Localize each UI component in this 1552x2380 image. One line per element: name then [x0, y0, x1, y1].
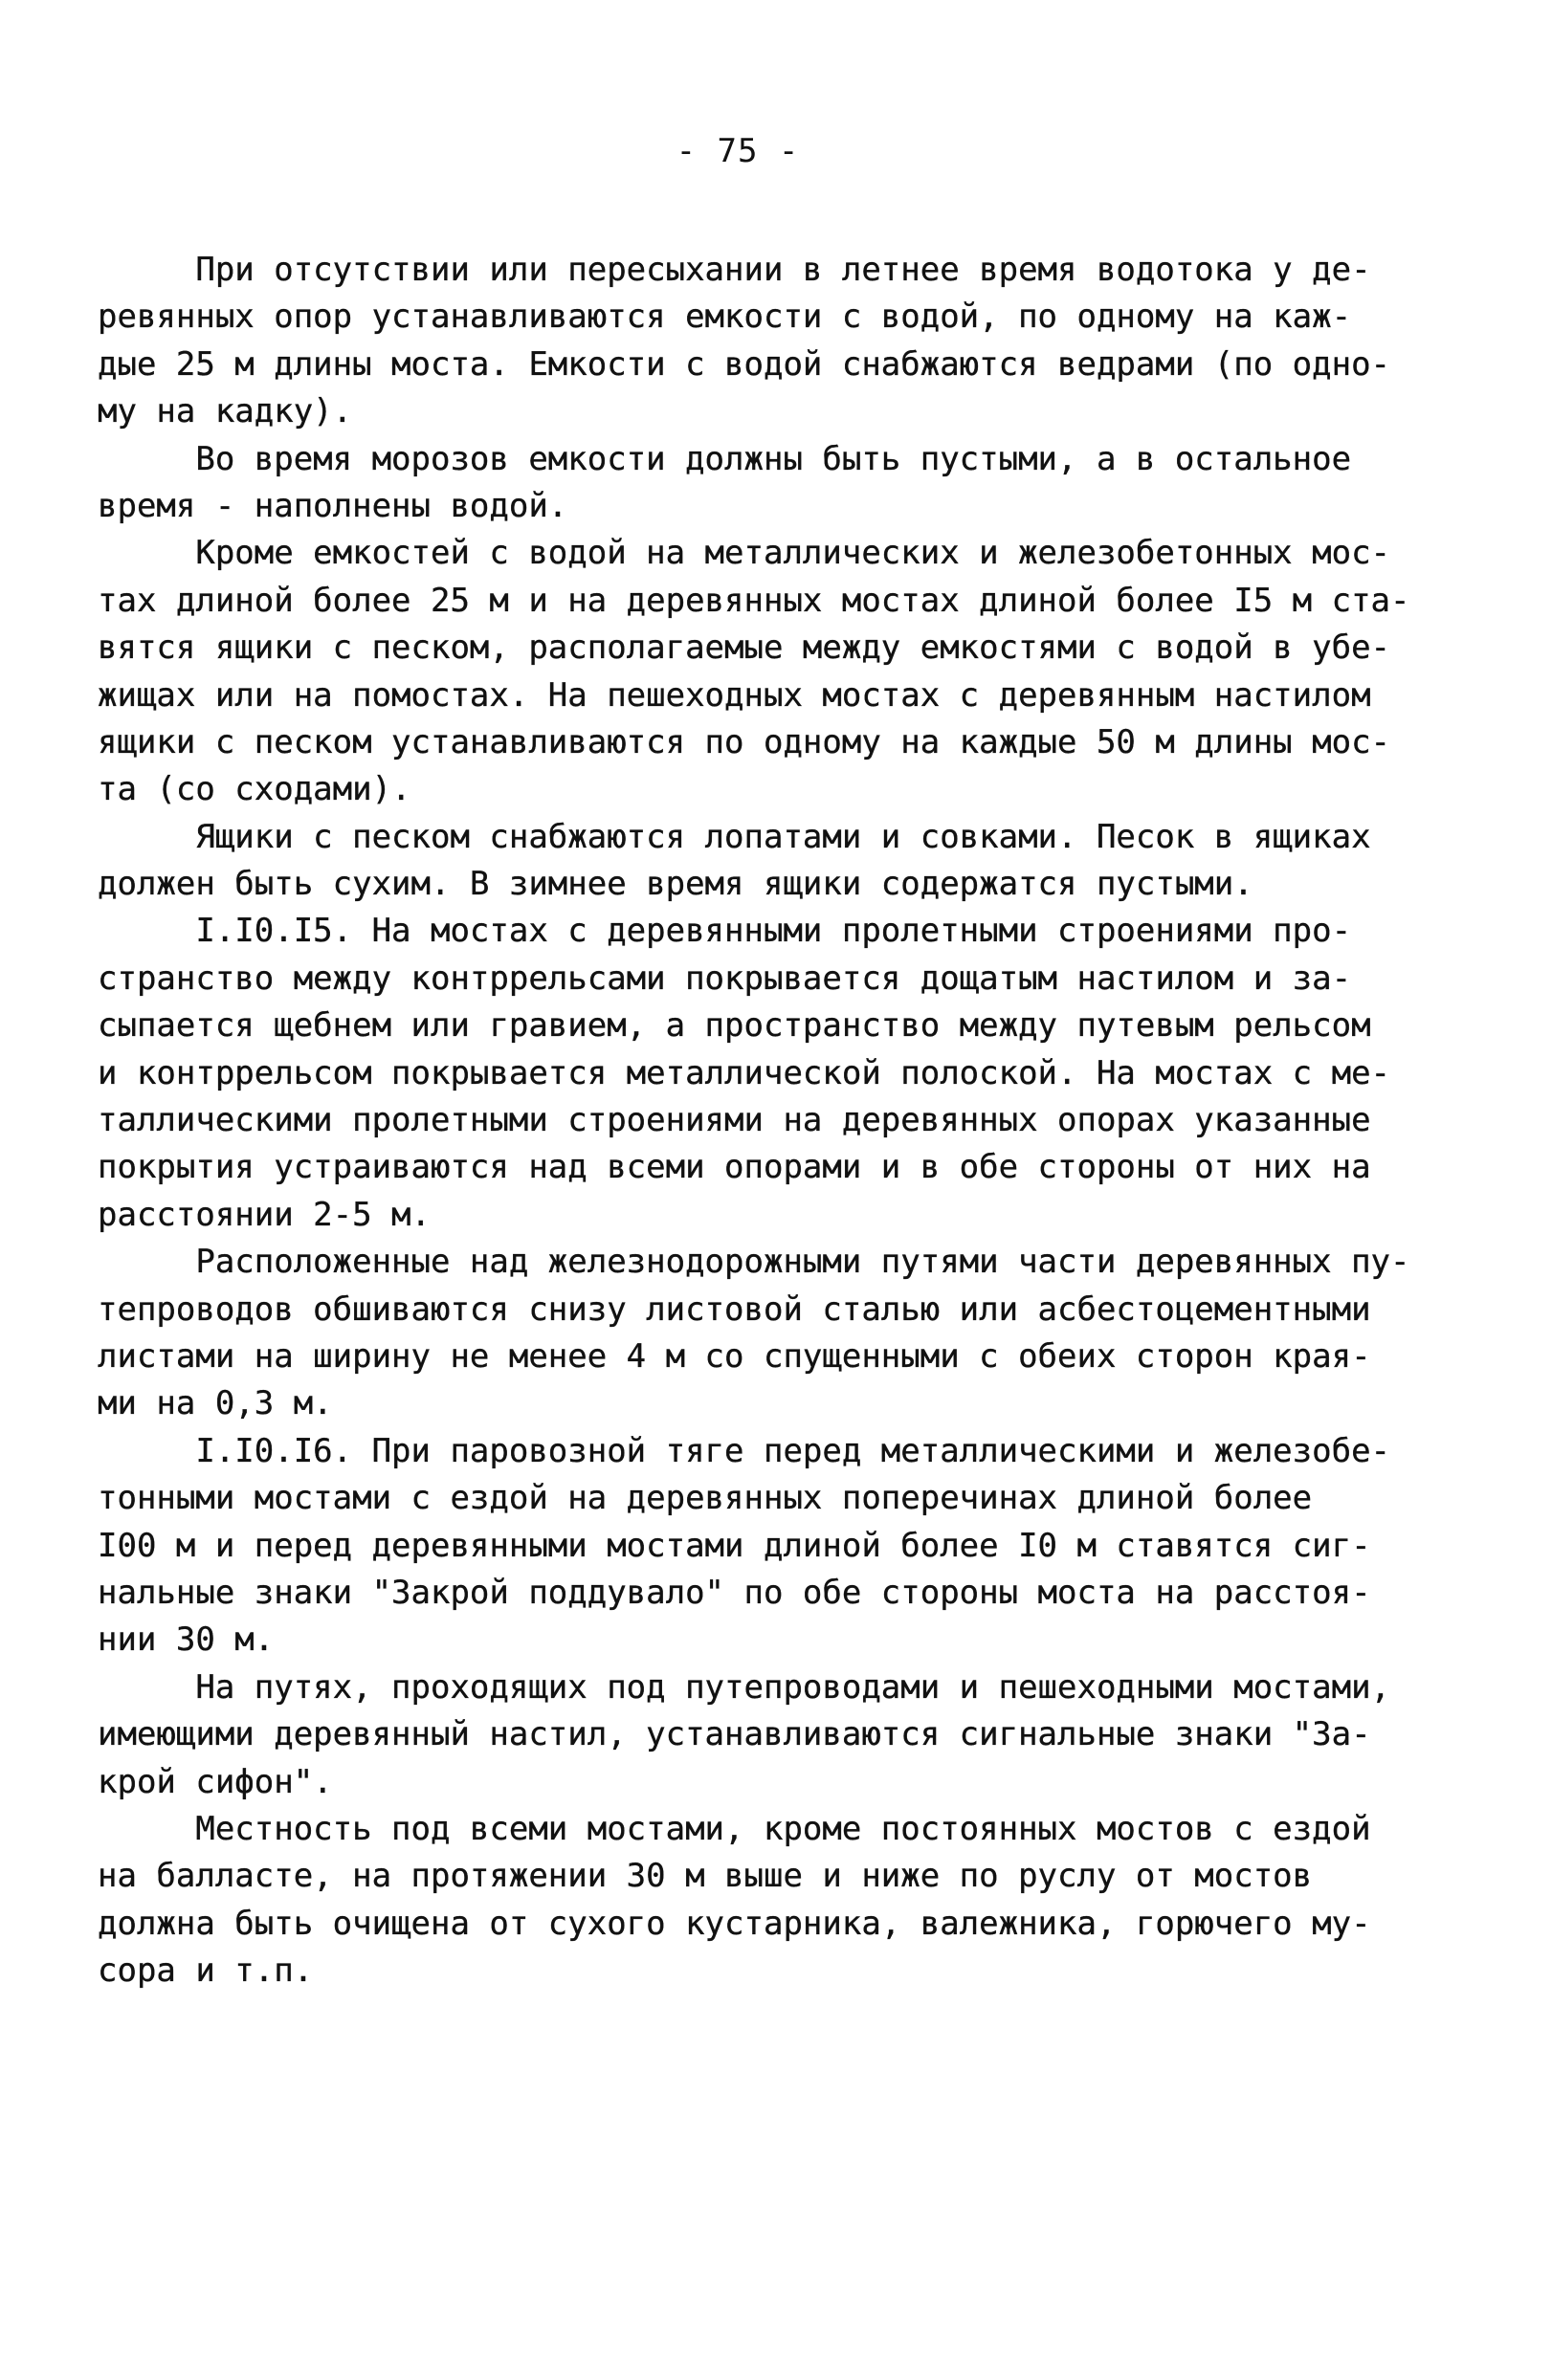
text-line: та (со сходами).	[98, 770, 411, 809]
text-line: нии 30 м.	[98, 1620, 275, 1660]
text-line: I.I0.I5. На мостах с деревянными пролетными строениями про-	[98, 912, 1352, 951]
text-line: покрытия устраиваются над всеми опорами и в обе стороны от них на	[98, 1148, 1371, 1187]
text-line: тепроводов обшиваются снизу листовой сталью или асбестоцементными	[98, 1289, 1371, 1329]
text-line: При отсутствии или пересыхании в летнее время водотока у де-	[98, 251, 1371, 289]
text-line: I00 м и перед деревянными мостами длиной более I0 м ставятся сиг-	[98, 1526, 1371, 1565]
text-line: Кроме емкостей с водой на металлических и железобетонных мос-	[98, 534, 1391, 573]
text-line: I.I0.I6. При паровозной тяге перед металлическими и железобе-	[98, 1431, 1391, 1470]
text-line: ми на 0,3 м.	[98, 1384, 333, 1423]
text-line: Местность под всеми мостами, кроме постоянных мостов с ездой	[98, 1809, 1371, 1848]
text-line: на балласте, на протяжении 30 м выше и ниже по руслу от мостов	[98, 1857, 1313, 1896]
text-line: нальные знаки "Закрой поддувало" по обе стороны моста на расстоя-	[98, 1573, 1371, 1612]
text-line: На путях, проходящих под путепроводами и пешеходными мостами,	[98, 1667, 1391, 1707]
page-number: - 75 -	[676, 132, 800, 170]
text-line: Во время морозов емкости должны быть пустыми, а в остальное	[98, 439, 1352, 478]
text-line: сора и т.п.	[98, 1951, 314, 1991]
text-line: должен быть сухим. В зимнее время ящики содержатся пустыми.	[98, 865, 1253, 904]
text-line: сыпается щебнем или гравием, а пространство между путевым рельсом	[98, 1006, 1371, 1046]
text-line: таллическими пролетными строениями на деревянных опорах указанные	[98, 1101, 1371, 1140]
text-line: тонными мостами с ездой на деревянных поперечинах длиной более	[98, 1479, 1313, 1518]
body-text	[98, 247, 1418, 1994]
text-line: Расположенные над железнодорожными путями части деревянных пу-	[98, 1243, 1410, 1282]
text-line: имеющими деревянный настил, устанавливаются сигнальные знаки "За-	[98, 1715, 1371, 1754]
text-line: и контррельсом покрывается металлической полоской. На мостах с ме-	[98, 1053, 1391, 1092]
text-line: му на кадку).	[98, 392, 353, 431]
text-line: дые 25 м длины моста. Емкости с водой снабжаются ведрами (по одно-	[98, 344, 1391, 384]
text-line: жищах или на помостах. На пешеходных мостах с деревянным настилом	[98, 675, 1371, 715]
text-line: крой сифон".	[98, 1762, 333, 1801]
text-line: листами на ширину не менее 4 м со спущенными с обеих сторон края-	[98, 1336, 1371, 1376]
text-line: вятся ящики с песком, располагаемые между емкостями с водой в убе-	[98, 628, 1391, 668]
text-line: время - наполнены водой.	[98, 486, 568, 525]
text-line: тах длиной более 25 м и на деревянных мостах длиной более I5 м ста-	[98, 581, 1410, 620]
text-line: должна быть очищена от сухого кустарника, валежника, горючего му-	[98, 1904, 1371, 1943]
text-line: странство между контррельсами покрывается дощатым настилом и за-	[98, 959, 1352, 998]
text-line: расстоянии 2-5 м.	[98, 1195, 431, 1234]
text-line: Ящики с песком снабжаются лопатами и совками. Песок в ящиках	[98, 817, 1371, 856]
text-line: ревянных опор устанавливаются емкости с водой, по одному на каж-	[98, 298, 1352, 337]
text-line: ящики с песком устанавливаются по одному на каждые 50 м длины мос-	[98, 722, 1391, 761]
